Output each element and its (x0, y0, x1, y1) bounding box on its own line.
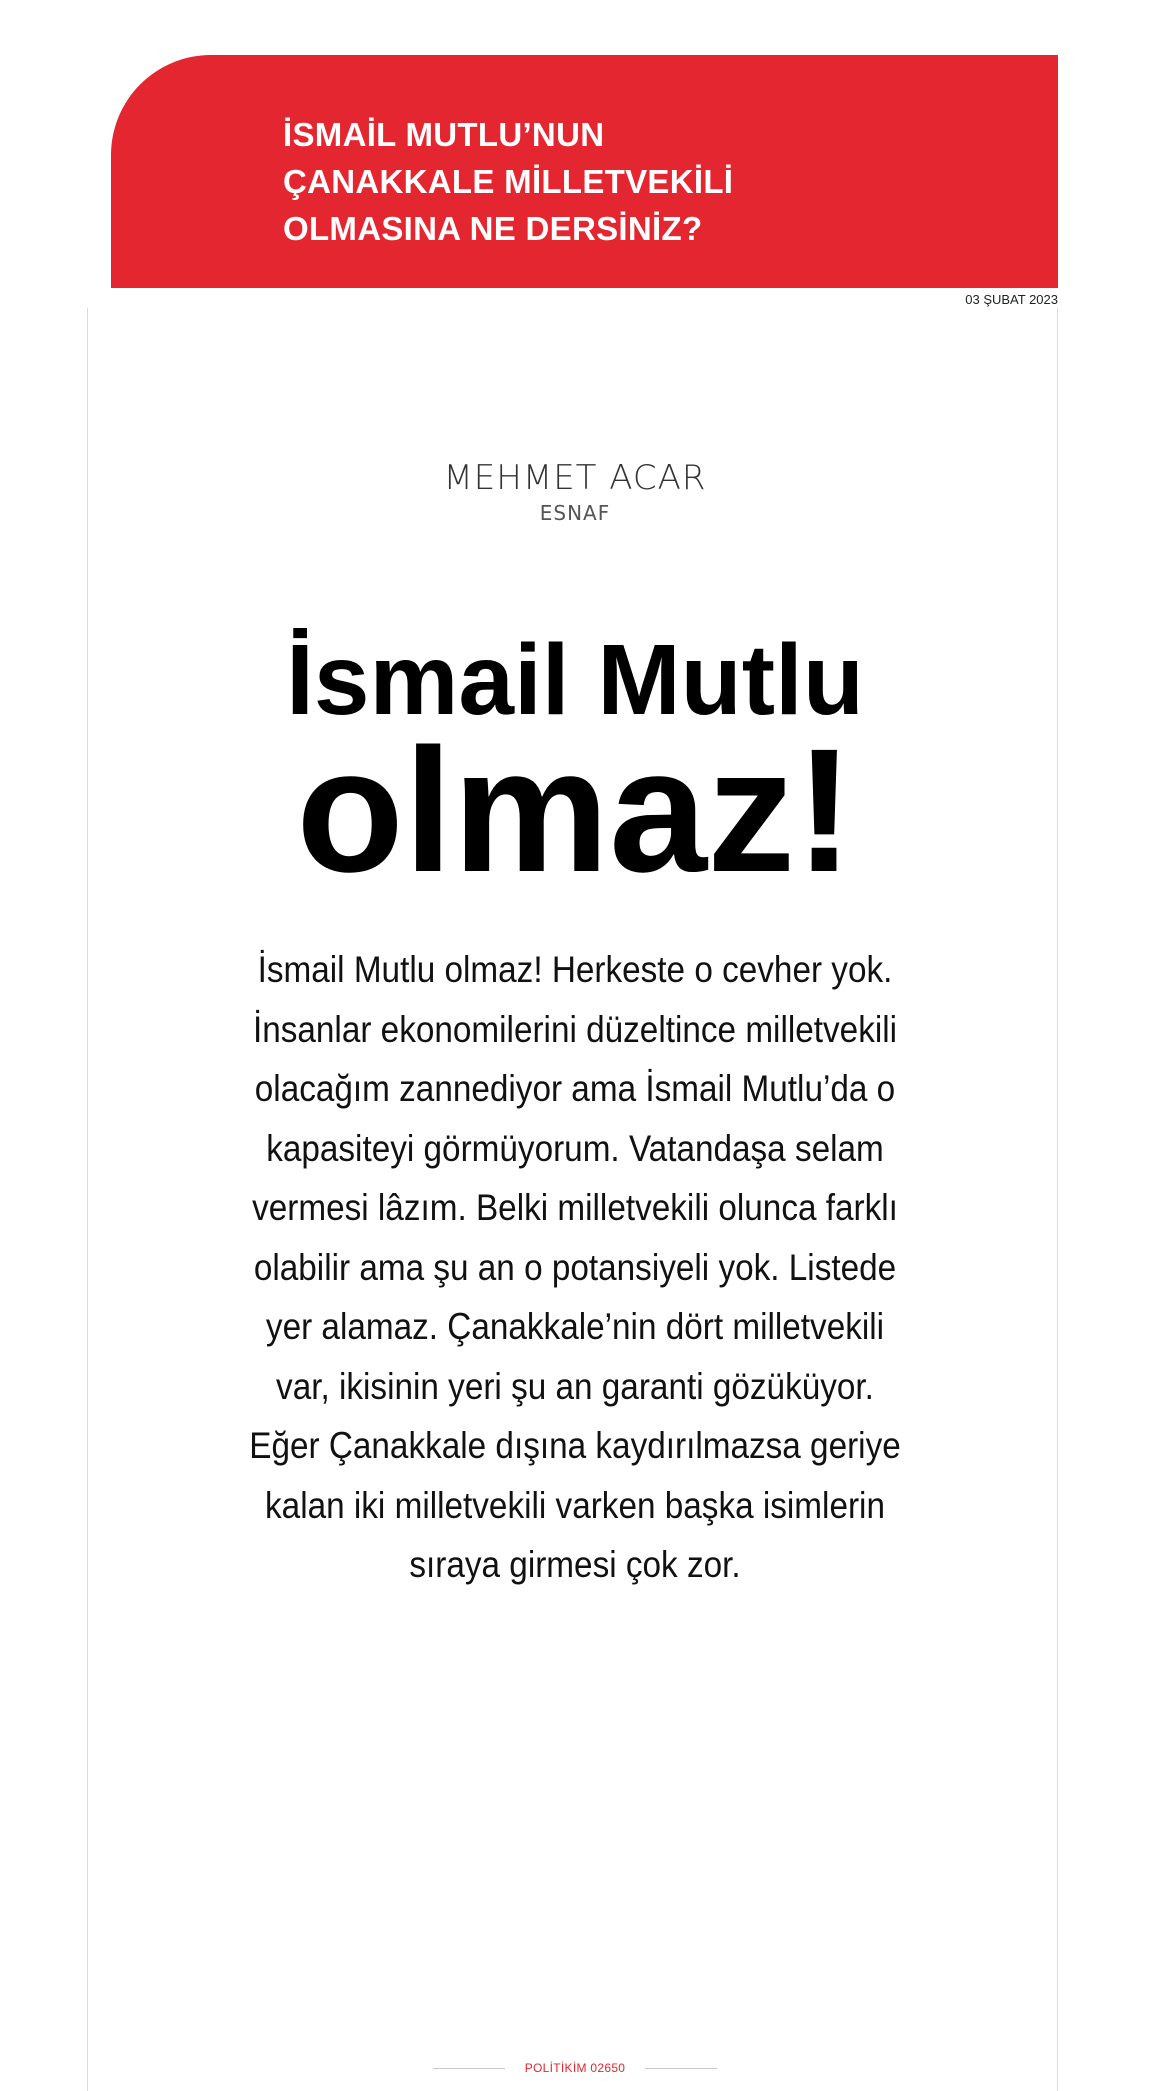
headline-line: OLMASINA NE DERSİNİZ? (283, 210, 703, 247)
body-line: kalan iki milletvekili varken başka isimlerin (265, 1484, 885, 1526)
body-line: sıraya girmesi çok zor. (409, 1544, 741, 1585)
body-line: vermesi lâzım. Belki milletvekili olunca farklı (252, 1187, 898, 1228)
headline-line: İSMAİL MUTLU’NUN (283, 116, 605, 153)
pull-quote-line: İsmail Mutlu (286, 624, 864, 736)
body-line: Eğer Çanakkale dışına kaydırılmazsa geriye (249, 1425, 901, 1466)
issue-date: 03 ŞUBAT 2023 (965, 292, 1058, 307)
body-line: var, ikisinin yeri şu an garanti gözüküyor. (276, 1365, 874, 1407)
header-banner (111, 55, 1058, 288)
body-line: kapasiteyi görmüyorum. Vatandaşa selam (266, 1127, 884, 1169)
article-body (238, 940, 913, 1595)
author-role: ESNAF (539, 501, 611, 525)
body-line: İnsanlar ekonomilerini düzeltince milletvekili (252, 1008, 898, 1050)
footer-divider-right (645, 2068, 717, 2069)
footer-divider-left (433, 2068, 505, 2069)
body-line: yer alamaz. Çanakkale’nin dört milletvekili (265, 1306, 885, 1347)
pull-quote-line: olmaz! (296, 713, 854, 909)
body-line: olacağım zannediyor ama İsmail Mutlu’da o (254, 1068, 896, 1109)
author-block (0, 456, 1150, 526)
body-line: İsmail Mutlu olmaz! Herkeste o cevher yok. (257, 949, 893, 990)
pull-quote (0, 624, 1150, 909)
body-line: olabilir ama şu an o potansiyeli yok. Listede (253, 1246, 897, 1288)
headline-line: ÇANAKKALE MİLLETVEKİLİ (283, 163, 734, 200)
page-footer (0, 2061, 1150, 2075)
author-name: MEHMET ACAR (443, 458, 707, 498)
headline (283, 111, 1058, 252)
footer-label: POLİTİKİM 02650 (524, 2061, 626, 2075)
